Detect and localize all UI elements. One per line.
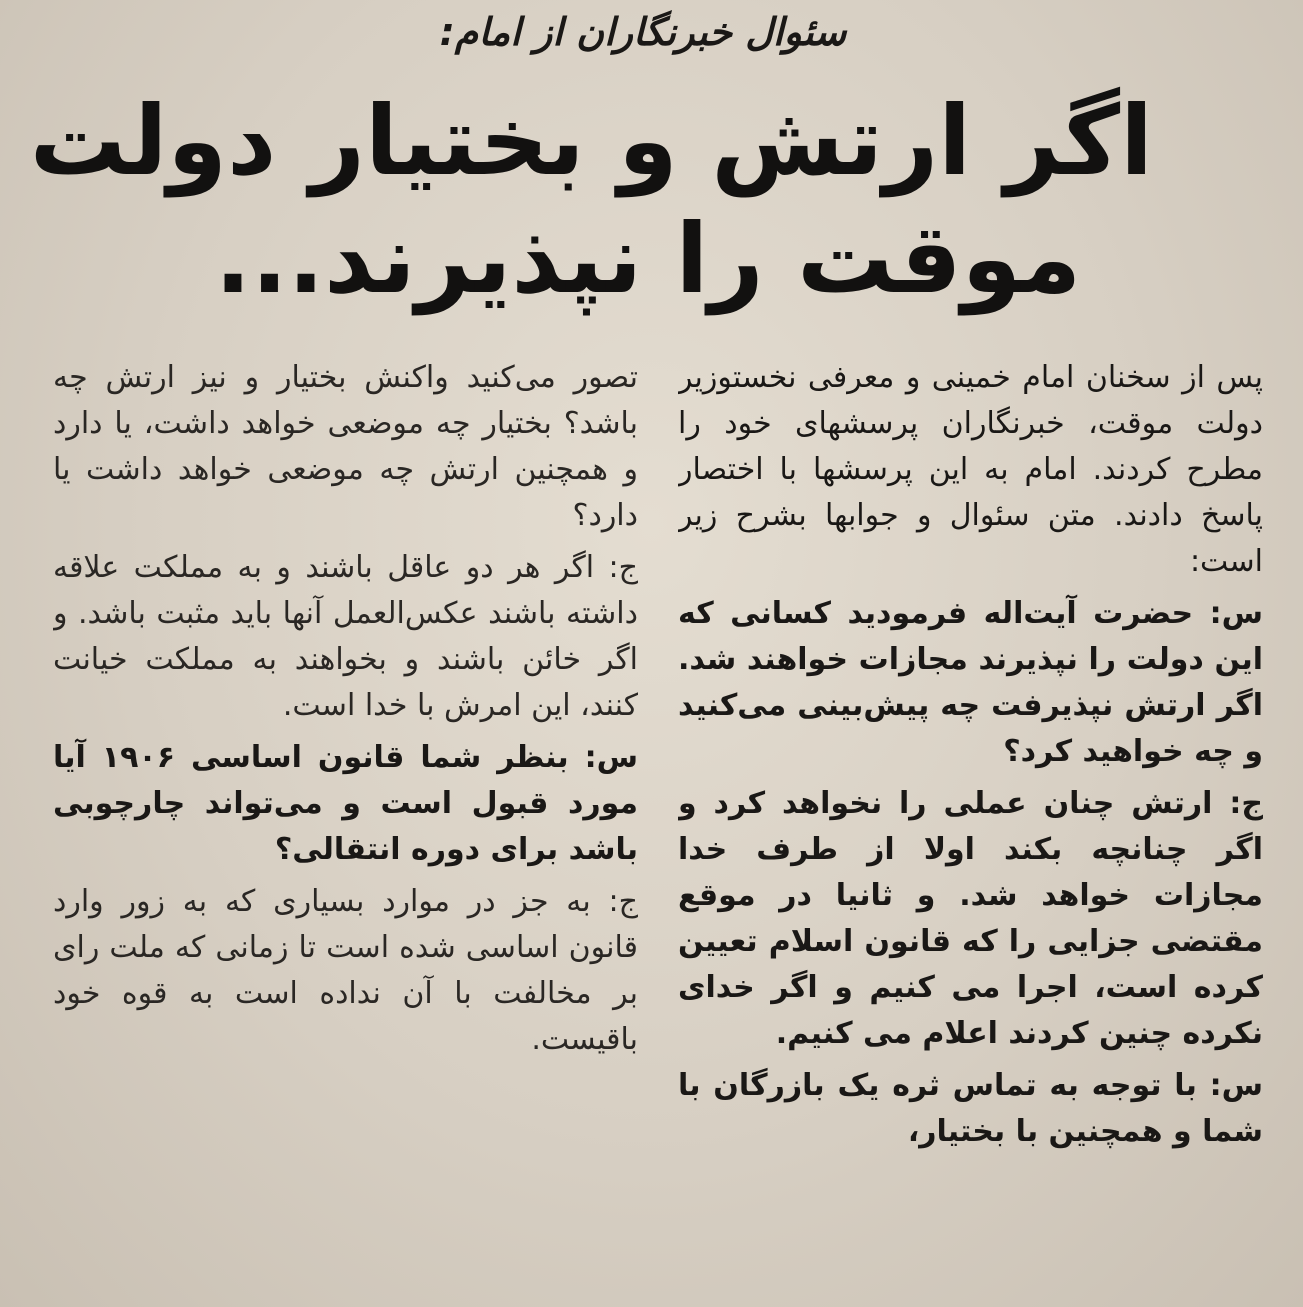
question-2-continued: تصور می‌کنید واکنش بختیار و نیز ارتش چه باشد؟ بختیار چه موضعی خواهد داشت، یا دارد و همچنین ارتش چه موضعی خواهد داشت یا دارد؟ bbox=[53, 360, 638, 533]
kicker-line: سئوال خبرنگاران از امام: bbox=[439, 10, 847, 54]
question-3: س: بنظر شما قانون اساسی ۱۹۰۶ آیا مورد قبول است و می‌تواند چارچوبی باشد برای دوره انتقالی؟ bbox=[53, 740, 638, 867]
answer-1: ج: ارتش چنان عملی را نخواهد کرد و اگر چنانچه بکند اولا از طرف خدا مجازات خواهد شد. و ثانیا در موقع مقتضی جزایی را که قانون اسلام تعیین کرده است، اجرا می کنیم و اگر خدای نکرده چنین کردند اعلام می کنیم. bbox=[678, 786, 1263, 1051]
headline-line-1: اگر ارتش و بختیار دولت bbox=[29, 85, 1153, 197]
question-2: س: با توجه به تماس ثره یک بازرگان با شما و همچنین با بختیار، bbox=[678, 1068, 1263, 1149]
question-1: س: حضرت آیت‌اله فرمودید کسانی که این دولت را نپذیرند مجازات خواهند شد. اگر ارتش نپذیرفت چه پیش‌بینی می‌کنید و چه خواهید کرد؟ bbox=[678, 596, 1263, 769]
headline-line-2: موقت را نپذیرند... bbox=[214, 203, 1082, 315]
article-column-left bbox=[53, 355, 638, 1285]
article-column-right bbox=[678, 355, 1263, 1285]
headline bbox=[29, 82, 1153, 318]
answer-2: ج: اگر هر دو عاقل باشند و به مملکت علاقه داشته باشند عکس‌العمل آنها باید مثبت باشد. و اگر خائن باشند و بخواهند به مملکت خیانت کنند، این امرش با خدا است. bbox=[53, 550, 638, 723]
intro-paragraph: پس از سخنان امام خمینی و معرفی نخستوزیر دولت موقت، خبرنگاران پرسشهای خود را مطرح کردند. امام به این پرسشها با اختصار پاسخ دادند. متن سئوال و جوابها بشرح زیر است: bbox=[678, 360, 1263, 579]
answer-3: ج: به جز در موارد بسیاری که به زور وارد قانون اساسی شده است تا زمانی که ملت رای بر مخالفت با آن نداده است به قوه خود باقیست. bbox=[53, 884, 638, 1057]
